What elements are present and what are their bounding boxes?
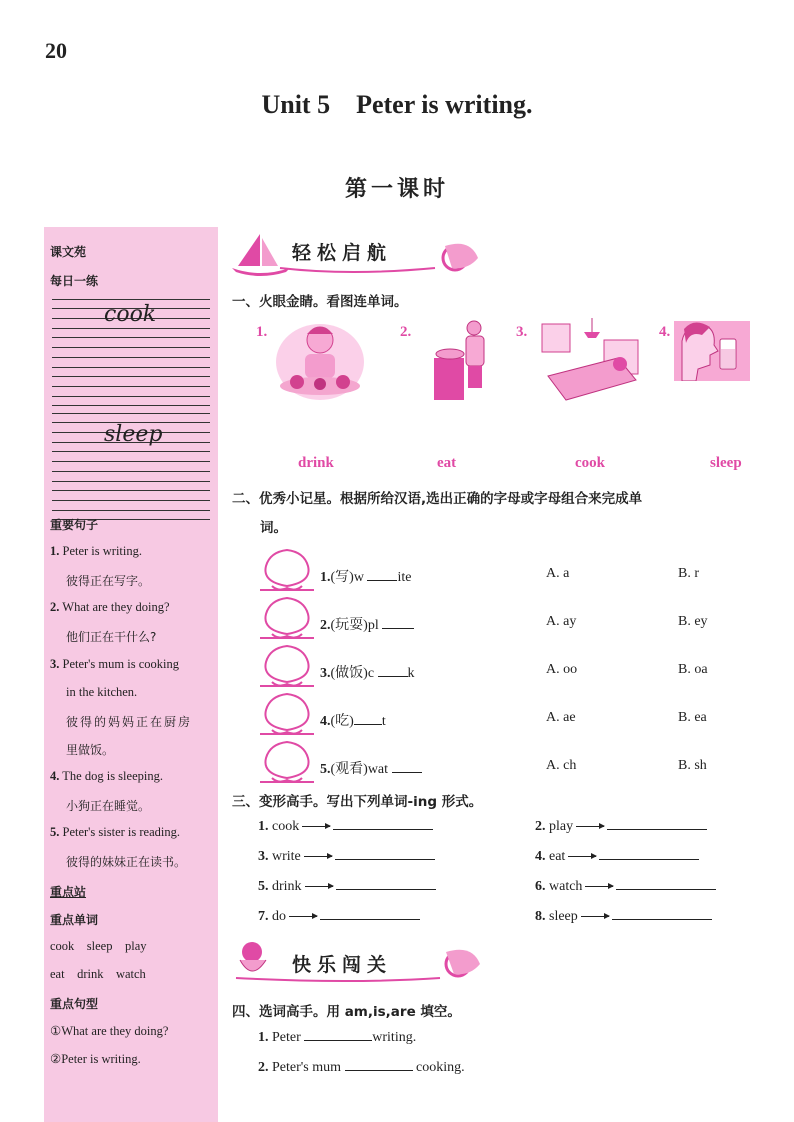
match-word-4: sleep (710, 455, 742, 471)
q2-item-3-option-b: B. oa (678, 662, 708, 677)
q2-item-1-option-a: A. a (546, 566, 570, 581)
section-3-title: 三、变形高手。写出下列单词-ing 形式。 (232, 794, 483, 810)
match-word-3: cook (575, 455, 605, 471)
arrow-icon (305, 886, 333, 887)
section-2-title-line2: 词。 (260, 520, 287, 536)
q2-item-2-option-b: B. ey (678, 614, 708, 629)
page-number: 20 (45, 38, 67, 63)
arrow-icon (585, 886, 613, 887)
arrow-icon (302, 826, 330, 827)
q3-item-5: 5. drink (258, 879, 436, 895)
sentence-3-line2: in the kitchen. (66, 685, 138, 699)
match-word-2: eat (437, 455, 457, 471)
section-2-title-line1: 二、优秀小记星。根据所给汉语,选出正确的字母或字母组合来完成单 (232, 491, 643, 507)
peach-icon (258, 692, 316, 736)
key-sentences-title: 重要句子 (50, 518, 99, 532)
arrow-icon (576, 826, 604, 827)
sentence-2-cn: 他们正在干什么? (66, 630, 157, 644)
arrow-icon (581, 916, 609, 917)
q2-item-3: 3.(做饭)c k (320, 666, 415, 681)
arrow-icon (304, 856, 332, 857)
pic-num-2: 2. (400, 324, 412, 340)
arrow-icon (289, 916, 317, 917)
key-patterns-title: 重点句型 (50, 997, 99, 1011)
arrow-icon (568, 856, 596, 857)
q2-item-5: 5.(观看)wat (320, 758, 422, 778)
q2-item-2: 2.(玩耍)pl (320, 614, 414, 634)
q3-item-7: 7. do (258, 909, 420, 925)
banner-title-1: 轻松启航 (292, 242, 393, 264)
pattern-1: ①What are they doing? (50, 1024, 169, 1038)
sentence-5: 5. Peter's sister is reading. (50, 825, 181, 839)
sentence-1: 1. Peter is writing. (50, 544, 143, 558)
peach-icon (258, 548, 316, 592)
q2-item-1: 1.(写)w ite (320, 570, 412, 585)
q4-item-1: 1. Peter writing. (258, 1030, 417, 1045)
match-word-1: drink (298, 455, 334, 471)
woman-cooking-image (430, 318, 498, 402)
sentence-3: 3. Peter's mum is cooking (50, 657, 179, 671)
handwriting-cook: cook (104, 302, 157, 327)
q2-item-4-option-a: A. ae (546, 710, 576, 725)
q3-item-6: 6. watch (535, 879, 716, 895)
lesson-title: 第一课时 (344, 177, 449, 202)
q3-item-1: 1. cook (258, 819, 433, 835)
sentence-4: 4. The dog is sleeping. (50, 769, 163, 783)
q2-item-5-option-a: A. ch (546, 758, 577, 773)
q2-item-4-option-b: B. ea (678, 710, 707, 725)
pic-num-4: 4. (659, 324, 671, 340)
girl-sleeping-image (540, 318, 642, 402)
q2-item-1-option-b: B. r (678, 566, 699, 581)
boy-eating-image (275, 318, 365, 400)
woman-drinking-image (674, 321, 750, 381)
sentence-2: 2. What are they doing? (50, 600, 170, 614)
q2-item-3-option-a: A. oo (546, 662, 578, 677)
sidebar (44, 227, 218, 1122)
daily-practice-title: 每日一练 (50, 274, 99, 288)
key-station-title: 重点站 (50, 885, 87, 899)
section-1-title: 一、火眼金睛。看图连单词。 (232, 294, 408, 310)
peach-icon (258, 596, 316, 640)
q3-item-8: 8. sleep (535, 909, 712, 925)
banner-title-2: 快乐闯关 (292, 954, 393, 976)
peach-icon (258, 740, 316, 784)
q3-item-3: 3. write (258, 849, 435, 865)
key-words-title: 重点单词 (50, 913, 99, 927)
sidebar-section-title: 课文苑 (50, 245, 87, 259)
q3-item-2: 2. play (535, 819, 707, 835)
handwriting-sleep: sleep (104, 422, 163, 447)
sentence-5-cn: 彼得的妹妹正在读书。 (66, 855, 187, 869)
sentence-3-cn-line2: 里做饭。 (66, 743, 115, 757)
pattern-2: ②Peter is writing. (50, 1052, 141, 1066)
peach-icon (258, 644, 316, 688)
key-words-row-1: cook sleep play (50, 939, 147, 953)
pic-num-3: 3. (516, 324, 528, 340)
sentence-1-cn: 彼得正在写字。 (66, 574, 151, 588)
section-4-title: 四、选词高手。用 am,is,are 填空。 (232, 1004, 461, 1020)
q3-item-4: 4. eat (535, 849, 699, 865)
key-words-row-2: eat drink watch (50, 967, 146, 981)
q2-item-4: 4.(吃) t (320, 714, 386, 729)
q4-item-2: 2. Peter's mum cooking. (258, 1060, 465, 1075)
sentence-4-cn: 小狗正在睡觉。 (66, 799, 151, 813)
unit-title: Unit 5 Peter is writing. (261, 90, 533, 119)
pic-num-1: 1. (256, 324, 268, 340)
q2-item-5-option-b: B. sh (678, 758, 707, 773)
q2-item-2-option-a: A. ay (546, 614, 577, 629)
sentence-3-cn: 彼得的妈妈正在厨房 (66, 715, 193, 729)
